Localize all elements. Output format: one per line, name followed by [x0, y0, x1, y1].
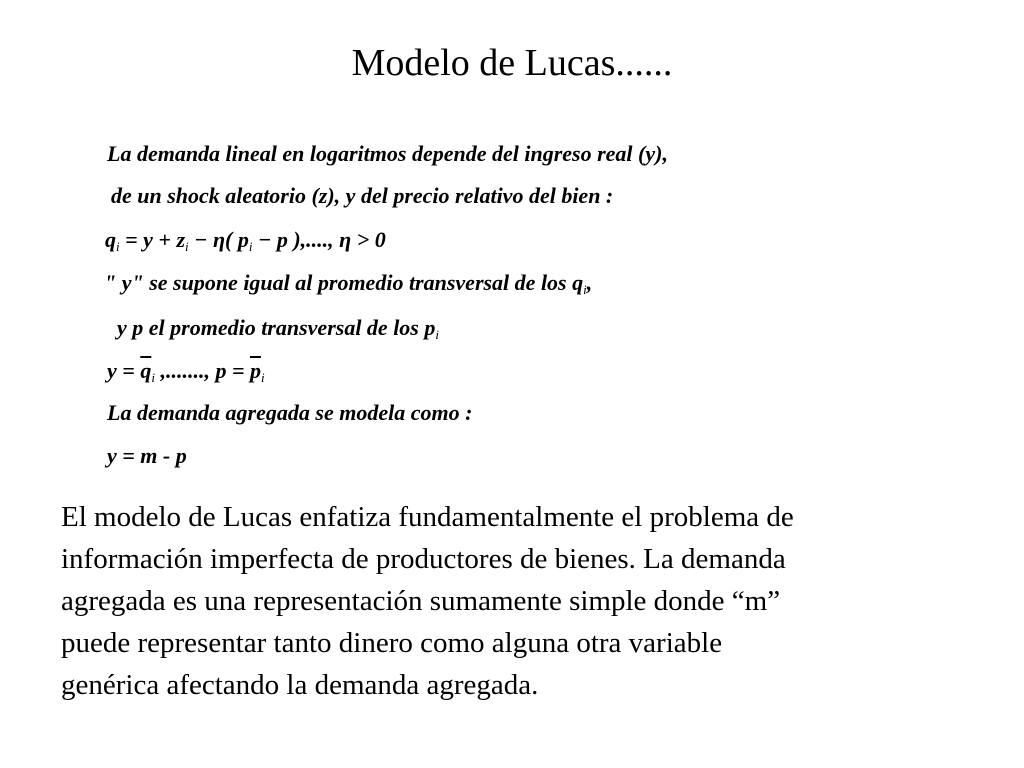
eq-part: − p ),...., η > 0: [252, 227, 386, 252]
subscript-i: i: [583, 282, 587, 297]
q-bar-symbol: $\overline{q}$: [140, 358, 152, 383]
line-tail: ,: [586, 270, 593, 295]
average-equation: [107, 356, 265, 386]
equation-line-1: La demanda lineal en logaritmos depende del ingreso real (y),: [107, 141, 668, 166]
equation-line-2: de un shock aleatorio (z), y del precio relativo del bien :: [111, 183, 614, 208]
paragraph-line: puede representar tanto dinero como alguna otra variable: [61, 627, 723, 659]
line-text: " y" se supone igual al promedio transversal de los q: [104, 270, 584, 295]
p-bar-symbol: $\overline{p}$: [249, 358, 261, 383]
subscript-i: i: [116, 239, 120, 254]
subscript-i: i: [260, 370, 265, 385]
equation-line-5: [117, 313, 439, 343]
paragraph-line: genérica afectando la demanda agregada.: [61, 669, 539, 701]
explanation-paragraph: [61, 496, 961, 706]
eq-part: y =: [107, 358, 141, 383]
equation-line-4: [104, 268, 592, 298]
eq-part: = y + z: [119, 227, 186, 252]
subscript-i: i: [151, 370, 155, 385]
eq-part: ,......., p =: [154, 358, 250, 383]
eq-part: − η( p: [188, 227, 249, 252]
paragraph-line: información imperfecta de productores de bienes. La demanda: [61, 543, 786, 575]
paragraph-line: El modelo de Lucas enfatiza fundamentalmente el problema de: [61, 501, 794, 533]
q-symbol: q: [105, 227, 116, 252]
aggregate-demand-equation: y = m - p: [107, 443, 187, 468]
line-text: y p el promedio transversal de los p: [117, 315, 436, 340]
equation-line-7: La demanda agregada se modela como :: [107, 400, 473, 425]
subscript-i: i: [185, 239, 189, 254]
subscript-i: i: [248, 239, 253, 254]
slide-title: Modelo de Lucas......: [351, 42, 673, 84]
demand-equation: [105, 225, 386, 255]
subscript-i: i: [435, 327, 439, 342]
paragraph-line: agregada es una representación sumamente simple donde “m”: [61, 585, 781, 617]
